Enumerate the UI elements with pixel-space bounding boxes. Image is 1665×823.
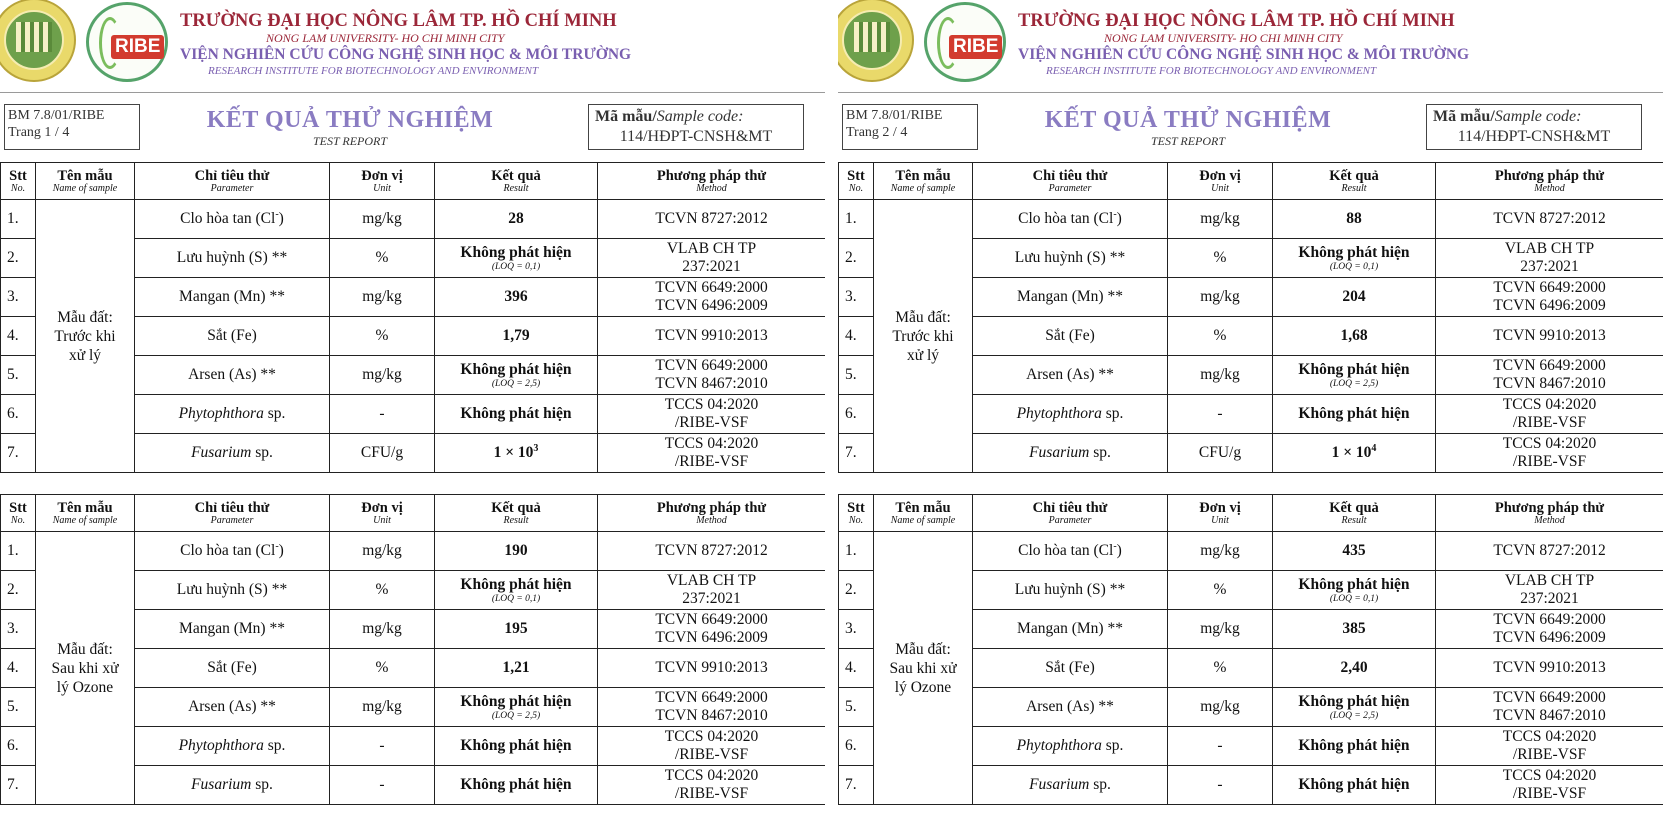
table-cell: -	[330, 395, 435, 434]
letterhead	[180, 10, 640, 78]
table-cell: TCCS 04:2020 /RIBE-VSF	[598, 727, 826, 766]
column-header: Phương pháp thử Method	[598, 495, 826, 532]
table-cell: 385	[1273, 610, 1436, 649]
sample-name: Mẫu đất: Sau khi xử lý Ozone	[36, 532, 135, 805]
table-cell: 1,79	[435, 317, 598, 356]
table-cell: Không phát hiện (LOQ = 2,5)	[1273, 356, 1436, 395]
table-cell: 1.	[1, 200, 36, 239]
column-header: Tên mẫu Name of sample	[874, 163, 973, 200]
sample-code: 114/HĐPT-CNSH&MT	[619, 128, 773, 145]
table-cell: 6.	[839, 395, 874, 434]
table-cell: 6.	[839, 727, 874, 766]
table-cell: 5.	[1, 688, 36, 727]
table-cell: TCVN 6649:2000 TCVN 6496:2009	[1436, 278, 1664, 317]
table-cell: 190	[435, 532, 598, 571]
table-cell: Sắt (Fe)	[135, 317, 330, 356]
column-header: Tên mẫu Name of sample	[874, 495, 973, 532]
table-cell: -	[1168, 727, 1273, 766]
table-cell: Arsen (As) **	[135, 356, 330, 395]
page-number: Trang 2 / 4	[846, 125, 908, 140]
column-header: Tên mẫu Name of sample	[36, 495, 135, 532]
university-logo	[838, 0, 914, 82]
table-row	[1, 532, 826, 571]
table-cell: Clo hòa tan (Cl-)	[135, 532, 330, 571]
table-cell: Phytophthora sp.	[973, 395, 1168, 434]
table-cell: TCCS 04:2020 /RIBE-VSF	[1436, 727, 1664, 766]
table-cell: 3.	[839, 610, 874, 649]
column-header: Kết quả Result	[1273, 495, 1436, 532]
table-cell: mg/kg	[330, 200, 435, 239]
table-cell: TCCS 04:2020 /RIBE-VSF	[598, 434, 826, 473]
table-cell: 1.	[839, 200, 874, 239]
table-cell: Không phát hiện	[1273, 766, 1436, 805]
table-cell: Clo hòa tan (Cl-)	[973, 200, 1168, 239]
table-cell: 2,40	[1273, 649, 1436, 688]
table-cell: TCVN 6649:2000 TCVN 6496:2009	[598, 610, 826, 649]
table-cell: mg/kg	[330, 356, 435, 395]
column-header: Phương pháp thử Method	[1436, 163, 1664, 200]
column-header: Kết quả Result	[1273, 163, 1436, 200]
table-cell: Không phát hiện (LOQ = 2,5)	[435, 356, 598, 395]
table-cell: mg/kg	[1168, 610, 1273, 649]
table-cell: TCVN 6649:2000 TCVN 6496:2009	[598, 278, 826, 317]
table-cell: mg/kg	[330, 532, 435, 571]
table-cell: 88	[1273, 200, 1436, 239]
column-header: Kết quả Result	[435, 163, 598, 200]
table-cell: Mangan (Mn) **	[135, 278, 330, 317]
table-cell: TCCS 04:2020 /RIBE-VSF	[598, 766, 826, 805]
results-table-before	[0, 162, 825, 473]
table-cell: VLAB CH TP 237:2021	[598, 571, 826, 610]
table-cell: 1,68	[1273, 317, 1436, 356]
table-cell: mg/kg	[1168, 278, 1273, 317]
column-header: Đơn vị Unit	[1168, 163, 1273, 200]
table-cell: TCVN 8727:2012	[1436, 200, 1664, 239]
table-cell: 2.	[1, 571, 36, 610]
table-cell: Lưu huỳnh (S) **	[973, 571, 1168, 610]
table-cell: TCVN 8727:2012	[598, 532, 826, 571]
table-cell: Fusarium sp.	[135, 766, 330, 805]
column-header: Đơn vị Unit	[1168, 495, 1273, 532]
column-header: Stt No.	[839, 495, 874, 532]
table-cell: 7.	[1, 766, 36, 805]
form-code-box: BM 7.8/01/RIBE Trang 1 / 4	[4, 104, 140, 150]
table-cell: 1.	[839, 532, 874, 571]
table-cell: Không phát hiện	[1273, 727, 1436, 766]
sample-code-box: Mã mẫu/Sample code: 114/HĐPT-CNSH&MT	[588, 104, 804, 150]
header-divider	[0, 92, 825, 93]
table-cell: Sắt (Fe)	[973, 649, 1168, 688]
table-cell: Arsen (As) **	[973, 688, 1168, 727]
table-cell: 2.	[839, 239, 874, 278]
table-cell: -	[1168, 395, 1273, 434]
table-cell: 5.	[839, 356, 874, 395]
sample-code: 114/HĐPT-CNSH&MT	[1457, 128, 1611, 145]
table-cell: CFU/g	[1168, 434, 1273, 473]
table-cell: 195	[435, 610, 598, 649]
table-cell: 7.	[839, 434, 874, 473]
table-cell: $1 \times 10^4$	[1273, 434, 1436, 473]
table-cell: TCVN 9910:2013	[1436, 649, 1664, 688]
table-row	[839, 200, 1664, 239]
table-cell: Không phát hiện (LOQ = 0,1)	[1273, 239, 1436, 278]
table-cell: Clo hòa tan (Cl-)	[973, 532, 1168, 571]
table-cell: TCCS 04:2020 /RIBE-VSF	[1436, 766, 1664, 805]
table-cell: mg/kg	[1168, 356, 1273, 395]
table-cell: Lưu huỳnh (S) **	[135, 571, 330, 610]
table-cell: TCVN 6649:2000 TCVN 8467:2010	[598, 356, 826, 395]
table-cell: Lưu huỳnh (S) **	[973, 239, 1168, 278]
sample-code-box: Mã mẫu/Sample code: 114/HĐPT-CNSH&MT	[1426, 104, 1642, 150]
table-cell: Sắt (Fe)	[135, 649, 330, 688]
table-cell: 5.	[1, 356, 36, 395]
table-cell: mg/kg	[330, 688, 435, 727]
table-cell: 2.	[839, 571, 874, 610]
table-cell: TCCS 04:2020 /RIBE-VSF	[1436, 395, 1664, 434]
ribe-logo: RIBE	[924, 2, 1006, 82]
table-cell: Fusarium sp.	[973, 434, 1168, 473]
table-cell: %	[330, 317, 435, 356]
table-cell: mg/kg	[1168, 532, 1273, 571]
table-header-row	[839, 495, 1664, 532]
table-cell: 7.	[839, 766, 874, 805]
table-cell: Clo hòa tan (Cl-)	[135, 200, 330, 239]
report-title: KẾT QUẢ THỬ NGHIỆM TEST REPORT	[1044, 107, 1332, 148]
results-table-after	[0, 494, 825, 805]
column-header: Stt No.	[1, 495, 36, 532]
results-table-before	[838, 162, 1663, 473]
table-cell: Không phát hiện	[1273, 395, 1436, 434]
table-cell: 4.	[839, 649, 874, 688]
table-cell: Không phát hiện (LOQ = 0,1)	[435, 571, 598, 610]
table-cell: mg/kg	[330, 278, 435, 317]
table-cell: mg/kg	[1168, 688, 1273, 727]
table-cell: %	[1168, 571, 1273, 610]
university-logo	[0, 0, 76, 82]
table-cell: Lưu huỳnh (S) **	[135, 239, 330, 278]
table-cell: TCVN 9910:2013	[1436, 317, 1664, 356]
table-cell: mg/kg	[1168, 200, 1273, 239]
table-header-row	[839, 163, 1664, 200]
table-cell: Arsen (As) **	[135, 688, 330, 727]
table-cell: 6.	[1, 727, 36, 766]
table-cell: TCVN 6649:2000 TCVN 6496:2009	[1436, 610, 1664, 649]
table-cell: TCVN 6649:2000 TCVN 8467:2010	[1436, 356, 1664, 395]
column-header: Đơn vị Unit	[330, 495, 435, 532]
university-name: TRƯỜNG ĐẠI HỌC NÔNG LÂM TP. HỒ CHÍ MINH	[1018, 11, 1455, 31]
table-cell: Arsen (As) **	[973, 356, 1168, 395]
table-cell: 28	[435, 200, 598, 239]
table-cell: Fusarium sp.	[135, 434, 330, 473]
table-cell: TCVN 8727:2012	[1436, 532, 1664, 571]
table-header-row	[1, 163, 826, 200]
column-header: Phương pháp thử Method	[1436, 495, 1664, 532]
column-header: Stt No.	[839, 163, 874, 200]
table-cell: 396	[435, 278, 598, 317]
table-cell: %	[330, 239, 435, 278]
university-name: TRƯỜNG ĐẠI HỌC NÔNG LÂM TP. HỒ CHÍ MINH	[180, 11, 617, 31]
table-cell: Không phát hiện	[435, 766, 598, 805]
letterhead	[1018, 10, 1478, 78]
table-cell: 4.	[839, 317, 874, 356]
table-cell: -	[330, 727, 435, 766]
table-cell: VLAB CH TP 237:2021	[1436, 239, 1664, 278]
table-cell: mg/kg	[330, 610, 435, 649]
table-cell: $1 \times 10^3$	[435, 434, 598, 473]
table-cell: Phytophthora sp.	[973, 727, 1168, 766]
table-cell: 3.	[839, 278, 874, 317]
table-cell: 2.	[1, 239, 36, 278]
table-cell: 4.	[1, 649, 36, 688]
table-cell: 3.	[1, 610, 36, 649]
table-cell: CFU/g	[330, 434, 435, 473]
column-header: Phương pháp thử Method	[598, 163, 826, 200]
table-cell: 6.	[1, 395, 36, 434]
table-cell: Không phát hiện	[435, 727, 598, 766]
table-cell: 7.	[1, 434, 36, 473]
page-number: Trang 1 / 4	[8, 125, 70, 140]
table-cell: Fusarium sp.	[973, 766, 1168, 805]
column-header: Chỉ tiêu thử Parameter	[973, 163, 1168, 200]
column-header: Chỉ tiêu thử Parameter	[135, 495, 330, 532]
table-cell: Mangan (Mn) **	[973, 610, 1168, 649]
sample-name: Mẫu đất: Trước khi xử lý	[36, 200, 135, 473]
table-cell: -	[1168, 766, 1273, 805]
table-cell: Phytophthora sp.	[135, 395, 330, 434]
sample-name: Mẫu đất: Trước khi xử lý	[874, 200, 973, 473]
sample-name: Mẫu đất: Sau khi xử lý Ozone	[874, 532, 973, 805]
university-name-en: NONG LAM UNIVERSITY- HO CHI MINH CITY	[266, 31, 505, 45]
table-cell: 435	[1273, 532, 1436, 571]
university-name-en: NONG LAM UNIVERSITY- HO CHI MINH CITY	[1104, 31, 1343, 45]
column-header: Kết quả Result	[435, 495, 598, 532]
column-header: Stt No.	[1, 163, 36, 200]
table-cell: TCVN 6649:2000 TCVN 8467:2010	[1436, 688, 1664, 727]
institute-name-en: RESEARCH INSTITUTE FOR BIOTECHNOLOGY AND ENVIRONMENT	[208, 65, 539, 77]
results-table-after	[838, 494, 1663, 805]
column-header: Chỉ tiêu thử Parameter	[973, 495, 1168, 532]
table-row	[839, 532, 1664, 571]
table-cell: Sắt (Fe)	[973, 317, 1168, 356]
table-cell: Không phát hiện (LOQ = 2,5)	[1273, 688, 1436, 727]
table-cell: TCVN 9910:2013	[598, 317, 826, 356]
table-cell: TCVN 6649:2000 TCVN 8467:2010	[598, 688, 826, 727]
table-cell: -	[330, 766, 435, 805]
column-header: Đơn vị Unit	[330, 163, 435, 200]
header-divider	[838, 92, 1663, 93]
table-cell: TCCS 04:2020 /RIBE-VSF	[598, 395, 826, 434]
table-cell: Không phát hiện (LOQ = 0,1)	[1273, 571, 1436, 610]
table-cell: 4.	[1, 317, 36, 356]
table-cell: 3.	[1, 278, 36, 317]
table-cell: 204	[1273, 278, 1436, 317]
institute-name: VIỆN NGHIÊN CỨU CÔNG NGHỆ SINH HỌC & MÔI TRƯỜNG	[180, 46, 632, 63]
table-cell: %	[330, 649, 435, 688]
table-cell: 1.	[1, 532, 36, 571]
table-cell: %	[330, 571, 435, 610]
ribe-logo: RIBE	[86, 2, 168, 82]
table-cell: VLAB CH TP 237:2021	[1436, 571, 1664, 610]
table-cell: 1,21	[435, 649, 598, 688]
table-cell: Phytophthora sp.	[135, 727, 330, 766]
table-cell: VLAB CH TP 237:2021	[598, 239, 826, 278]
report-page-2	[838, 0, 1663, 823]
table-cell: Không phát hiện (LOQ = 0,1)	[435, 239, 598, 278]
column-header: Tên mẫu Name of sample	[36, 163, 135, 200]
table-cell: TCVN 8727:2012	[598, 200, 826, 239]
table-cell: Mangan (Mn) **	[973, 278, 1168, 317]
table-cell: Mangan (Mn) **	[135, 610, 330, 649]
institute-name: VIỆN NGHIÊN CỨU CÔNG NGHỆ SINH HỌC & MÔI TRƯỜNG	[1018, 46, 1470, 63]
table-cell: %	[1168, 317, 1273, 356]
institute-name-en: RESEARCH INSTITUTE FOR BIOTECHNOLOGY AND ENVIRONMENT	[1046, 65, 1377, 77]
table-cell: Không phát hiện	[435, 395, 598, 434]
table-cell: %	[1168, 649, 1273, 688]
table-cell: TCCS 04:2020 /RIBE-VSF	[1436, 434, 1664, 473]
table-cell: TCVN 9910:2013	[598, 649, 826, 688]
table-header-row	[1, 495, 826, 532]
table-cell: Không phát hiện (LOQ = 2,5)	[435, 688, 598, 727]
column-header: Chỉ tiêu thử Parameter	[135, 163, 330, 200]
form-code-box: BM 7.8/01/RIBE Trang 2 / 4	[842, 104, 978, 150]
table-row	[1, 200, 826, 239]
report-page-1	[0, 0, 825, 823]
report-title: KẾT QUẢ THỬ NGHIỆM TEST REPORT	[206, 107, 494, 148]
table-cell: 5.	[839, 688, 874, 727]
table-cell: %	[1168, 239, 1273, 278]
